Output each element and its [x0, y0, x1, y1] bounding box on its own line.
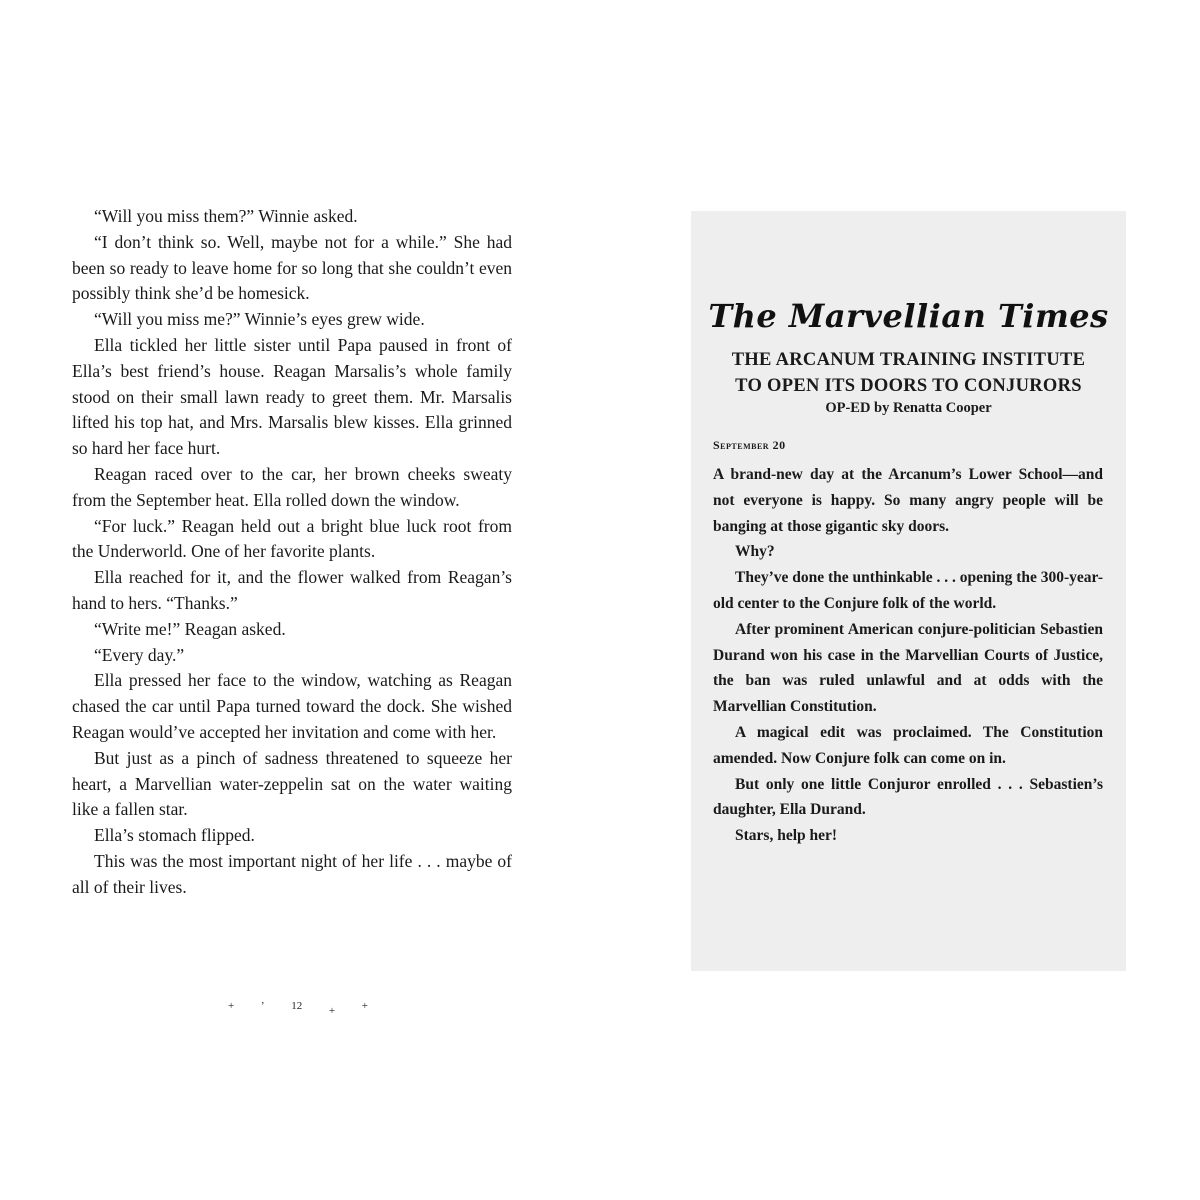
- paragraph: “Will you miss them?” Winnie asked.: [94, 206, 358, 226]
- headline-line: TO OPEN ITS DOORS TO CONJURORS: [735, 376, 1082, 396]
- paragraph: But just as a pinch of sadness threatened to squeeze her heart, a Marvellian water-zeppelin sat on the water waiting like a fallen star.: [72, 747, 512, 820]
- article-paragraph: A brand-new day at the Arcanum’s Lower School—and not everyone is happy. So many angry people will be banging at those gigantic sky doors.: [713, 466, 1103, 535]
- article-paragraph: A magical edit was proclaimed. The Constitution amended. Now Conjure folk can come on in.: [713, 723, 1103, 767]
- folio-ornament: ʼ: [260, 1000, 265, 1012]
- article-paragraph: Why?: [735, 543, 775, 561]
- newspaper-masthead: The Marvellian Times: [708, 297, 1109, 335]
- paragraph: Ella’s stomach flipped.: [94, 825, 255, 846]
- folio-ornament: +: [228, 1000, 235, 1012]
- folio-ornament: +: [361, 1000, 368, 1012]
- paragraph: “For luck.” Reagan held out a bright blue luck root from the Underworld. One of her favorite plants.: [72, 515, 512, 562]
- folio-ornament: +: [328, 1005, 336, 1017]
- paragraph: “I don’t think so. Well, maybe not for a while.” She had been so ready to leave home for so long that she couldn’t even possibly think she’d be homesick.: [72, 231, 512, 304]
- article-paragraph: But only one little Conjuror enrolled . . . Sebastien’s daughter, Ella Durand.: [713, 775, 1103, 819]
- newspaper-byline: OP-ED by Renatta Cooper: [825, 400, 992, 416]
- paragraph: “Every day.”: [94, 644, 185, 665]
- page-folio: [228, 1000, 368, 1017]
- left-page-text: [72, 204, 512, 901]
- headline-line: THE ARCANUM TRAINING INSTITUTE: [731, 350, 1086, 370]
- newspaper-article: [713, 462, 1103, 849]
- newspaper-dateline: September 20: [713, 438, 786, 452]
- paragraph: Ella reached for it, and the flower walked from Reagan’s hand to hers. “Thanks.”: [72, 567, 512, 613]
- article-paragraph: They’ve done the unthinkable . . . opening the 300-year-old center to the Conjure folk of the world.: [713, 569, 1104, 612]
- paragraph: Reagan raced over to the car, her brown cheeks sweaty from the September heat. Ella rolled down the window.: [72, 463, 512, 510]
- article-paragraph: After prominent American conjure-politician Sebastien Durand won his case in the Marvellian Courts of Justice, the ban was ruled unlawful and at odds with the Marvellian Constitution.: [713, 620, 1103, 716]
- paragraph: Ella pressed her face to the window, watching as Reagan chased the car until Papa turned toward the dock. She wished Reagan would’ve accepted her invitation and come with her.: [72, 670, 512, 742]
- paragraph: Ella tickled her little sister until Papa paused in front of Ella’s best friend’s house. Reagan Marsalis’s whole family stood on their small lawn ready to greet them. Mr. Marsalis lifted his top hat, and Mrs. Marsalis blew kisses. Ella grinned so hard her face hurt.: [72, 334, 512, 459]
- paragraph: “Write me!” Reagan asked.: [94, 618, 286, 639]
- article-paragraph: Stars, help her!: [735, 827, 838, 845]
- paragraph: This was the most important night of her life . . . maybe of all of their lives.: [72, 850, 512, 897]
- paragraph: “Will you miss me?” Winnie’s eyes grew wide.: [94, 309, 425, 330]
- page-number: 12: [291, 1000, 303, 1012]
- newspaper-headline: [711, 347, 1106, 399]
- newspaper-panel: [691, 211, 1126, 971]
